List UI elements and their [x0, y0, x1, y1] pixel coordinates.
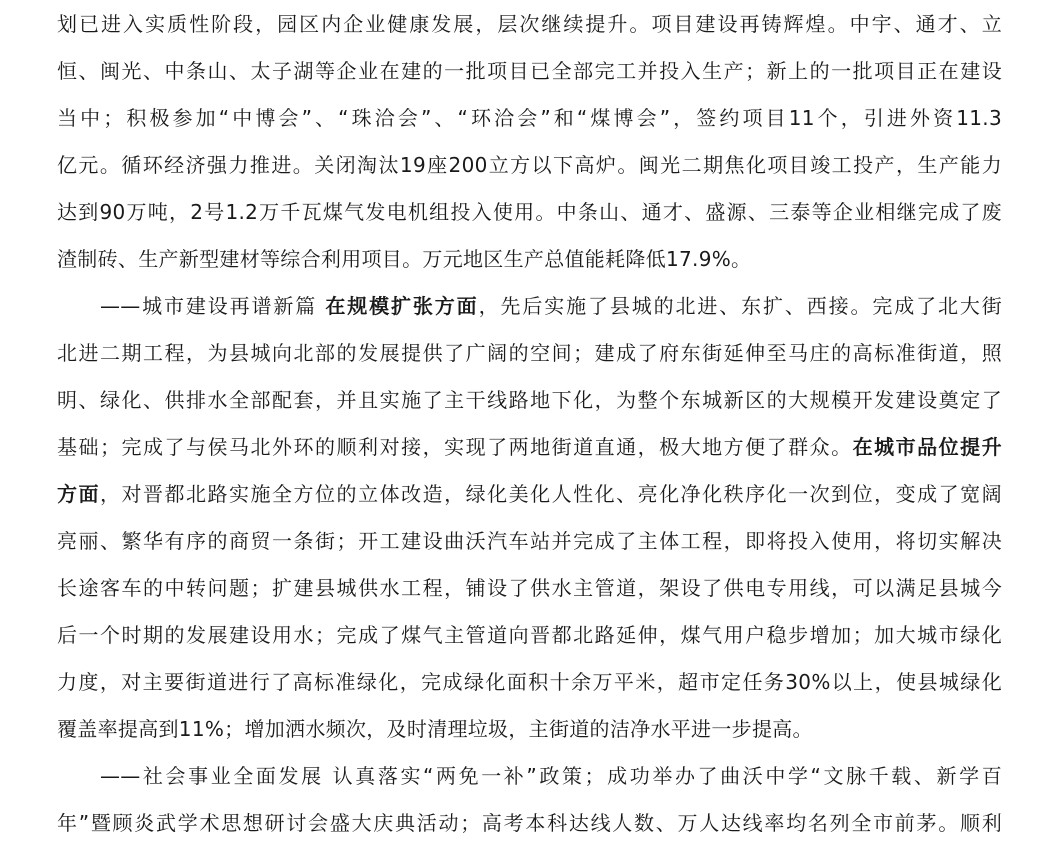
- line-text: ，先后实施了县城的北进、东扩、西接。完成了北大街: [478, 294, 1002, 318]
- text-line: 后一个时期的发展建设用水；完成了煤气主管道向晋都北路延伸，煤气用户稳步增加；加大城市绿化: [57, 623, 1002, 647]
- bold-topic-city-quality: 在城市品位提升: [852, 435, 1002, 459]
- section-heading-line-social-affairs: ——社会事业全面发展 认真落实“两免一补”政策；成功举办了曲沃中学“文脉千载、新学百: [100, 764, 1002, 788]
- line-text: ，对晋都北路实施全方位的立体改造，绿化美化人性化、亮化净化秩序化一次到位，变成了宽阔: [100, 482, 1002, 506]
- text-line-paragraph-end: 覆盖率提高到11%；增加洒水频次，及时清理垃圾，主街道的洁净水平进一步提高。: [57, 717, 813, 741]
- section-heading-line-city-construction: [100, 286, 1002, 326]
- line-text: ——城市建设再谱新篇: [100, 294, 326, 318]
- line-text: 基础；完成了与侯马北外环的顺利对接，实现了两地街道直通，极大地方便了群众。: [57, 435, 853, 459]
- text-line-paragraph-end: 渣制砖、生产新型建材等综合利用项目。万元地区生产总值能耗降低17.9%。: [57, 247, 752, 271]
- text-line: 恒、闽光、中条山、太子湖等企业在建的一批项目已全部完工并投入生产；新上的一批项目正在建设: [57, 59, 1002, 83]
- text-line: 北进二期工程，为县城向北部的发展提供了广阔的空间；建成了府东街延伸至马庄的高标准街道，照: [57, 341, 1002, 365]
- text-line: 年”暨顾炎武学术思想研讨会盛大庆典活动；高考本科达线人数、万人达线率均名列全市前茅。顺利: [57, 811, 1002, 835]
- bold-topic-scale-expansion: 在规模扩张方面: [325, 294, 479, 318]
- text-line: [57, 474, 1002, 514]
- text-line: 达到90万吨，2号1.2万千瓦煤气发电机组投入使用。中条山、通才、盛源、三泰等企业相继完成了废: [57, 200, 1002, 224]
- text-line: 力度，对主要街道进行了高标准绿化，完成绿化面积十余万平米，超市定任务30%以上，使县城绿化: [57, 670, 1002, 694]
- text-line: [57, 427, 1002, 467]
- text-line: 长途客车的中转问题；扩建县城供水工程，铺设了供水主管道，架设了供电专用线，可以满足县城今: [57, 576, 1002, 600]
- bold-topic-city-quality-end: 方面: [57, 482, 101, 506]
- text-line: 划已进入实质性阶段，园区内企业健康发展，层次继续提升。项目建设再铸辉煌。中宇、通才、立: [57, 12, 1002, 36]
- text-line: 当中；积极参加“中博会”、“珠洽会”、“环洽会”和“煤博会”，签约项目11个，引进外资11.3: [57, 106, 1002, 130]
- text-line: 亮丽、繁华有序的商贸一条街；开工建设曲沃汽车站并完成了主体工程，即将投入使用，将切实解决: [57, 529, 1002, 553]
- text-line: 明、绿化、供排水全部配套，并且实施了主干线路地下化，为整个东城新区的大规模开发建设奠定了: [57, 388, 1002, 412]
- text-line: 亿元。循环经济强力推进。关闭淘汰19座200立方以下高炉。闽光二期焦化项目竣工投产，生产能力: [57, 153, 1002, 177]
